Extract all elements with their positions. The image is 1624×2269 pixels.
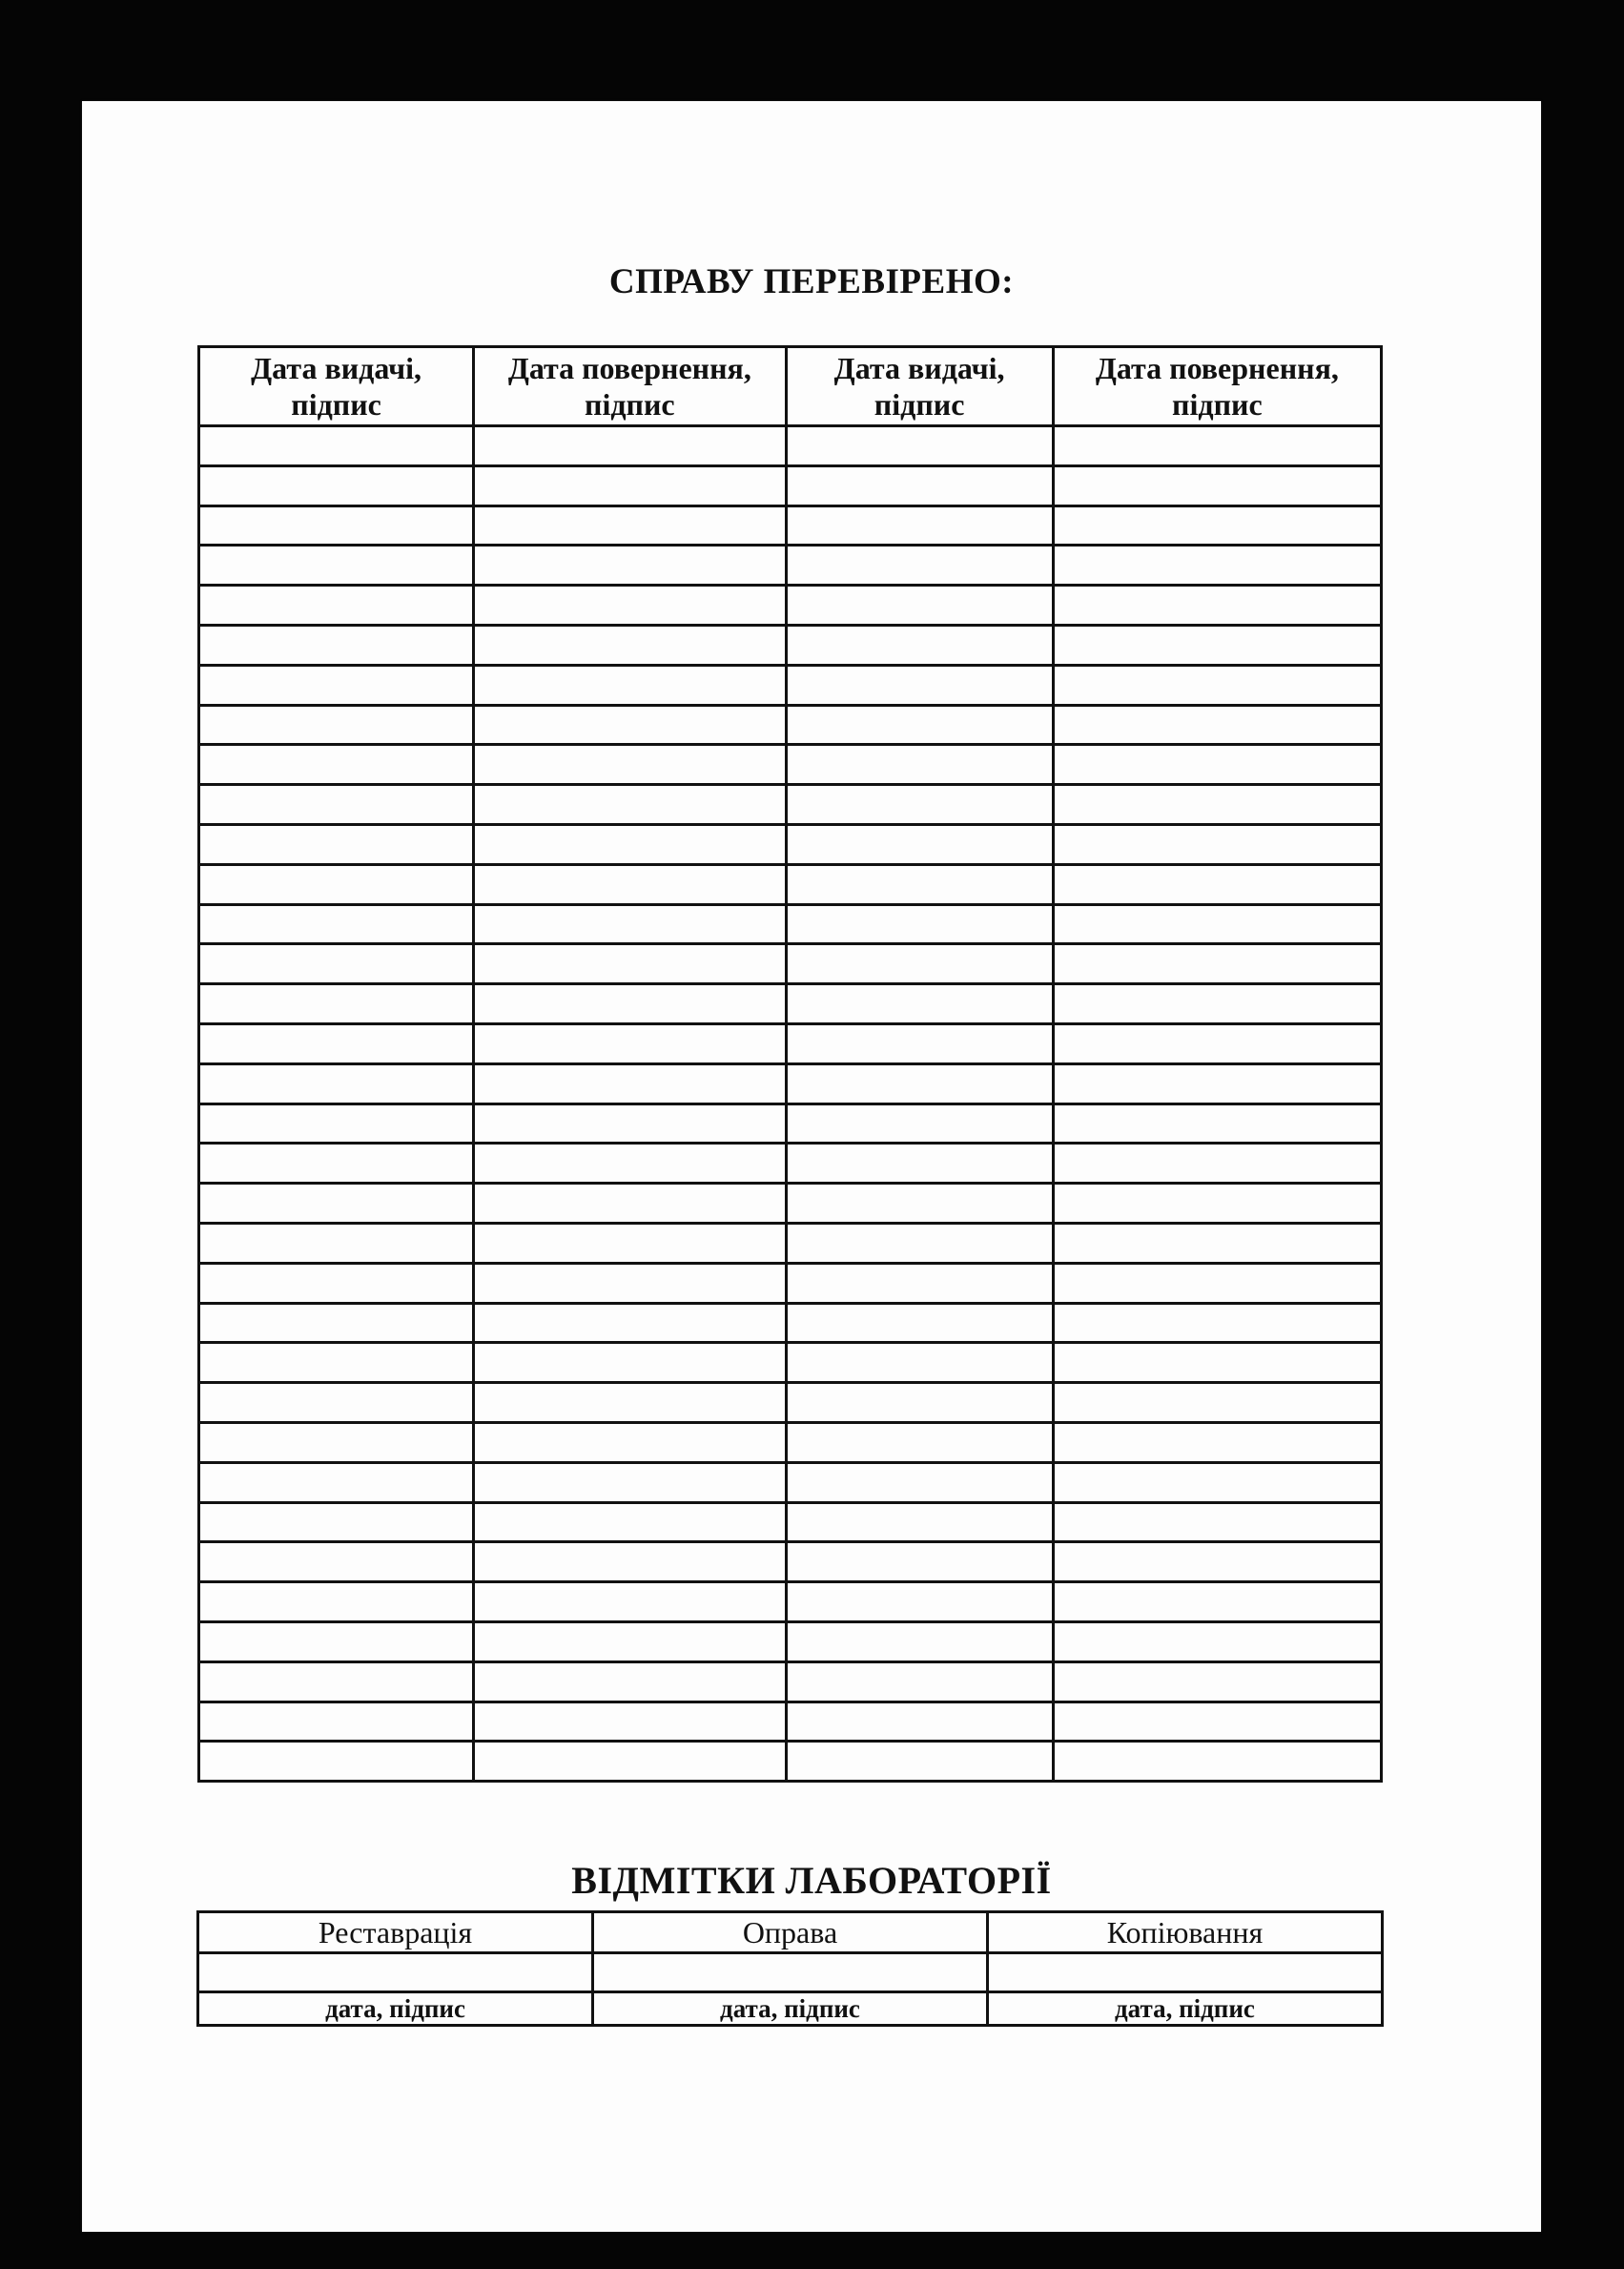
register-cell — [1053, 904, 1381, 944]
register-row — [199, 1742, 1382, 1782]
register-cell — [474, 1661, 786, 1702]
register-cell — [1053, 1023, 1381, 1063]
register-cell — [786, 1223, 1053, 1263]
register-row — [199, 465, 1382, 505]
register-cell — [474, 1023, 786, 1063]
register-cell — [1053, 1063, 1381, 1104]
register-cell — [474, 1502, 786, 1542]
register-row — [199, 984, 1382, 1024]
register-cell — [199, 1383, 474, 1423]
register-cell — [786, 426, 1053, 466]
register-row — [199, 864, 1382, 904]
register-cell — [786, 586, 1053, 626]
register-cell — [786, 625, 1053, 665]
header-issue-date-2-line1: Дата видачі, — [833, 351, 1005, 385]
register-cell — [786, 824, 1053, 864]
register-cell — [474, 1144, 786, 1184]
header-issue-date-2 — [786, 347, 1053, 426]
register-cell — [474, 1104, 786, 1144]
register-cell — [199, 505, 474, 546]
register-cell — [474, 944, 786, 984]
register-cell — [1053, 665, 1381, 705]
register-cell — [786, 745, 1053, 785]
register-cell — [474, 586, 786, 626]
register-cell — [199, 1582, 474, 1622]
register-row — [199, 1502, 1382, 1542]
register-cell — [199, 665, 474, 705]
register-row — [199, 944, 1382, 984]
register-cell — [1053, 944, 1381, 984]
register-cell — [199, 1462, 474, 1502]
register-cell — [199, 864, 474, 904]
register-cell — [199, 785, 474, 825]
register-cell — [199, 1303, 474, 1343]
register-cell — [1053, 1661, 1381, 1702]
register-cell — [199, 1702, 474, 1742]
register-cell — [786, 1702, 1053, 1742]
register-cell — [474, 625, 786, 665]
register-cell — [199, 1263, 474, 1303]
lab-header-binding: Оправа — [593, 1912, 988, 1953]
header-return-date-2-line1: Дата повернення, — [1095, 351, 1339, 385]
register-row — [199, 824, 1382, 864]
register-cell — [474, 1343, 786, 1383]
register-row — [199, 1303, 1382, 1343]
register-cell — [786, 546, 1053, 586]
register-cell — [1053, 625, 1381, 665]
register-row — [199, 1462, 1382, 1502]
register-cell — [786, 1343, 1053, 1383]
register-cell — [1053, 505, 1381, 546]
header-return-date-1-line1: Дата повернення, — [507, 351, 751, 385]
register-cell — [199, 1742, 474, 1782]
lab-cell-copying — [987, 1953, 1382, 1992]
register-cell — [1053, 1184, 1381, 1224]
register-cell — [474, 1742, 786, 1782]
register-cell — [786, 505, 1053, 546]
register-cell — [474, 1263, 786, 1303]
register-cell — [1053, 1502, 1381, 1542]
register-cell — [474, 1223, 786, 1263]
register-cell — [474, 984, 786, 1024]
register-cell — [199, 1104, 474, 1144]
lab-section-title: ВІДМІТКИ ЛАБОРАТОРІЇ — [571, 1859, 1052, 1902]
register-cell — [786, 1303, 1053, 1343]
register-cell — [199, 1144, 474, 1184]
register-row — [199, 1621, 1382, 1661]
register-row — [199, 1104, 1382, 1144]
register-cell — [786, 1542, 1053, 1582]
register-cell — [786, 1422, 1053, 1462]
register-row — [199, 1422, 1382, 1462]
register-row — [199, 1702, 1382, 1742]
register-cell — [1053, 1542, 1381, 1582]
register-row — [199, 1263, 1382, 1303]
register-cell — [199, 984, 474, 1024]
register-cell — [199, 1502, 474, 1542]
register-cell — [474, 665, 786, 705]
register-cell — [786, 1263, 1053, 1303]
register-cell — [199, 745, 474, 785]
register-row — [199, 546, 1382, 586]
register-cell — [474, 705, 786, 745]
lab-cell-binding — [593, 1953, 988, 1992]
register-cell — [199, 1023, 474, 1063]
header-return-date-1 — [474, 347, 786, 426]
register-cell — [199, 944, 474, 984]
register-row — [199, 745, 1382, 785]
header-return-date-2-line2: підпис — [1172, 387, 1263, 422]
register-header-row — [199, 347, 1382, 426]
document-page — [82, 101, 1541, 2232]
register-row — [199, 1582, 1382, 1622]
lab-signature-restoration: дата, підпис — [198, 1992, 593, 2026]
register-body — [199, 426, 1382, 1782]
header-issue-date-1-line2: підпис — [291, 387, 381, 422]
register-cell — [1053, 1383, 1381, 1423]
register-cell — [199, 1422, 474, 1462]
register-cell — [786, 1462, 1053, 1502]
register-cell — [1053, 864, 1381, 904]
lab-signature-row — [198, 1992, 1383, 2026]
register-cell — [199, 1223, 474, 1263]
register-cell — [199, 1343, 474, 1383]
register-cell — [786, 1063, 1053, 1104]
register-cell — [474, 785, 786, 825]
lab-signature-binding: дата, підпис — [593, 1992, 988, 2026]
register-cell — [1053, 1144, 1381, 1184]
register-cell — [199, 546, 474, 586]
register-cell — [1053, 586, 1381, 626]
register-cell — [1053, 1422, 1381, 1462]
header-issue-date-2-line2: підпис — [874, 387, 965, 422]
register-cell — [1053, 1621, 1381, 1661]
register-cell — [199, 1542, 474, 1582]
register-cell — [199, 1063, 474, 1104]
register-cell — [786, 984, 1053, 1024]
register-cell — [1053, 1343, 1381, 1383]
register-cell — [199, 904, 474, 944]
register-cell — [474, 904, 786, 944]
register-cell — [199, 1661, 474, 1702]
register-row — [199, 426, 1382, 466]
register-cell — [786, 944, 1053, 984]
register-cell — [786, 1582, 1053, 1622]
register-cell — [199, 824, 474, 864]
register-cell — [474, 1184, 786, 1224]
register-row — [199, 1063, 1382, 1104]
register-row — [199, 785, 1382, 825]
register-cell — [1053, 984, 1381, 1024]
register-row — [199, 1144, 1382, 1184]
register-cell — [474, 1422, 786, 1462]
register-cell — [1053, 1582, 1381, 1622]
register-cell — [786, 1104, 1053, 1144]
header-return-date-2 — [1053, 347, 1381, 426]
lab-blank-row — [198, 1953, 1383, 1992]
register-row — [199, 1223, 1382, 1263]
register-cell — [474, 1303, 786, 1343]
register-row — [199, 1661, 1382, 1702]
register-cell — [474, 505, 786, 546]
register-row — [199, 1343, 1382, 1383]
register-cell — [199, 426, 474, 466]
register-cell — [786, 864, 1053, 904]
register-cell — [786, 785, 1053, 825]
register-cell — [1053, 465, 1381, 505]
register-cell — [1053, 1303, 1381, 1343]
header-return-date-1-line2: підпис — [585, 387, 675, 422]
page-title: СПРАВУ ПЕРЕВІРЕНО: — [608, 262, 1015, 301]
issue-register-table — [197, 345, 1383, 1783]
register-row — [199, 904, 1382, 944]
register-cell — [786, 1144, 1053, 1184]
lab-header-restoration: Реставрація — [198, 1912, 593, 1953]
register-cell — [1053, 1104, 1381, 1144]
register-cell — [199, 625, 474, 665]
register-cell — [474, 864, 786, 904]
register-row — [199, 625, 1382, 665]
register-cell — [786, 904, 1053, 944]
register-cell — [199, 465, 474, 505]
register-cell — [474, 1063, 786, 1104]
register-cell — [474, 1542, 786, 1582]
register-cell — [199, 586, 474, 626]
register-row — [199, 1542, 1382, 1582]
register-cell — [199, 1621, 474, 1661]
register-cell — [1053, 1742, 1381, 1782]
register-cell — [786, 1502, 1053, 1542]
lab-header-copying: Копіювання — [987, 1912, 1382, 1953]
register-cell — [1053, 1462, 1381, 1502]
register-cell — [474, 465, 786, 505]
register-cell — [1053, 1223, 1381, 1263]
register-cell — [1053, 785, 1381, 825]
register-cell — [786, 1184, 1053, 1224]
register-cell — [1053, 705, 1381, 745]
register-cell — [1053, 1702, 1381, 1742]
register-cell — [786, 1661, 1053, 1702]
register-cell — [474, 1383, 786, 1423]
register-row — [199, 705, 1382, 745]
lab-marks-table — [196, 1910, 1384, 2027]
register-row — [199, 505, 1382, 546]
register-cell — [786, 1621, 1053, 1661]
register-cell — [1053, 824, 1381, 864]
lab-header-row — [198, 1912, 1383, 1953]
register-cell — [199, 1184, 474, 1224]
register-cell — [786, 1023, 1053, 1063]
register-cell — [474, 546, 786, 586]
register-cell — [474, 824, 786, 864]
lab-signature-copying: дата, підпис — [987, 1992, 1382, 2026]
register-row — [199, 665, 1382, 705]
register-cell — [474, 426, 786, 466]
register-cell — [474, 1621, 786, 1661]
header-issue-date-1-line1: Дата видачі, — [251, 351, 422, 385]
register-row — [199, 586, 1382, 626]
register-cell — [786, 1742, 1053, 1782]
register-row — [199, 1184, 1382, 1224]
register-cell — [474, 1462, 786, 1502]
register-cell — [786, 465, 1053, 505]
register-row — [199, 1383, 1382, 1423]
header-issue-date-1 — [199, 347, 474, 426]
register-cell — [474, 1582, 786, 1622]
register-cell — [786, 1383, 1053, 1423]
lab-cell-restoration — [198, 1953, 593, 1992]
register-cell — [474, 745, 786, 785]
register-cell — [786, 665, 1053, 705]
register-cell — [199, 705, 474, 745]
register-cell — [1053, 426, 1381, 466]
register-cell — [1053, 745, 1381, 785]
register-cell — [786, 705, 1053, 745]
register-cell — [1053, 1263, 1381, 1303]
register-cell — [474, 1702, 786, 1742]
register-row — [199, 1023, 1382, 1063]
register-cell — [1053, 546, 1381, 586]
